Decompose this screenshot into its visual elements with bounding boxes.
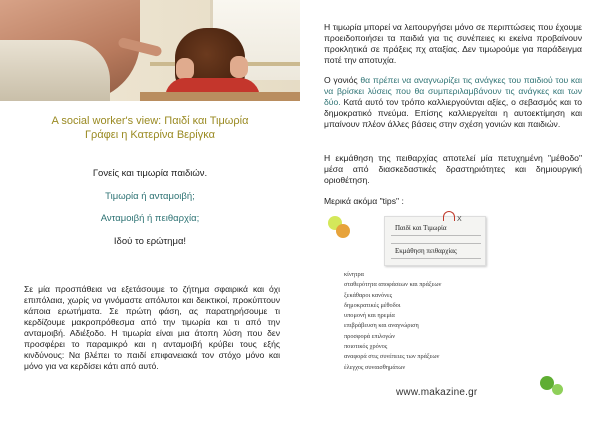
article-title (0, 114, 300, 142)
highlighted-text: θα πρέπει να αναγνωρίζει τις ανάγκες του παιδιού του και να βρίσκει λύσεις που θα συμπεριλαμβάνουν τις ανάγκες και των δύο. (324, 75, 582, 107)
paragraph-text: Ο γονιός (324, 75, 361, 85)
list-item: υπομονή και ηρεμία (344, 312, 395, 320)
list-item: αναφορά στις συνέπειες των πράξεων (344, 353, 440, 361)
intro-question: Τιμωρία ή ανταμοιβή; (105, 191, 195, 202)
list-item: επιβράβευση και αναγνώριση (344, 322, 419, 330)
leaf-icon (552, 384, 563, 395)
leaf-icon (336, 224, 350, 238)
header-photo (0, 0, 300, 101)
right-paragraph-2 (324, 75, 582, 130)
list-item: ποιοτικός χρόνος (344, 343, 388, 351)
sticky-note (384, 216, 486, 266)
title-line: A social worker's view: Παιδί και Τιμωρία (51, 115, 249, 127)
tips-list (344, 270, 441, 373)
note-title: Παιδί και Τιμωρία (395, 224, 447, 232)
list-item: έλεγχος συναισθημάτων (344, 363, 406, 371)
intro-line: Ιδού το ερώτημα! (113, 236, 187, 247)
tips-label: Μερικά ακόμα "tips" : (324, 196, 404, 206)
note-mark: X (457, 216, 462, 223)
right-paragraph-1: Η τιμωρία μπορεί να λειτουργήσει μόνο σε περιπτώσεις που έχουμε προειδοποιήσει τα παιδιά για τις συνέπειες κι εκείνα προβαίνουν προκλητικά σε πράξεις πχ αταξίας. Δεν τιμωρούμε για παράδειγμα ποτέ την αποτυχία. (324, 22, 582, 65)
paragraph-text: Κατά αυτό τον τρόπο καλλιεργούνται αξίες, ο σεβασμός και το δημοκρατικό πνεύμα. Επίσης καλλιεργείται η αυτοεκτίμηση και μπαίνουν πλέον άλλες βάσεις στην σχέση γονιών και παιδιών. (324, 97, 582, 129)
list-item: κίνητρα (344, 271, 364, 278)
intro-line: Γονείς και τιμωρία παιδιών. (92, 168, 208, 179)
list-item: ξεκάθαροι κανόνες (344, 291, 393, 299)
list-item: δημοκρατικές μέθοδοι (344, 301, 401, 309)
note-subtitle: Εκμάθηση πειθαρχίας (395, 247, 457, 255)
list-item: προσφορά επιλογών (344, 332, 396, 340)
intro-question: Ανταμοιβή ή πειθαρχία; (100, 213, 200, 224)
right-paragraph-3: Η εκμάθηση της πειθαρχίας αποτελεί μία πετυχημένη "μέθοδο" μέσα από διασκεδαστικές δραστηριότητες και δημιουργική οριοθέτηση. (324, 153, 582, 185)
left-paragraph: Σε μία προσπάθεια να εξετάσουμε το ζήτημα σφαιρικά και όχι επιπόλαια, χωρίς να γινόμαστε απόλυτοι και δεικτικοί, προκύπτουν κάποια ερωτήματα. Σε πρώτη φάση, ας παρατηρήσουμε τι κερδίζουμε μακροπρόθεσμα από την τιμωρία και τι από την ανταμοιβή. Αδιέξοδο. Η τιμωρία είναι μια άτοπη λύση που δεν προσφέρει το παραμικρό και η ανταμοιβή κρύβει τους εξής κινδύνους: Να βλέπει το παιδί επιφανειακά τον στόχο μόνο και μόνο για να κερδίσει κάτι από αυτό. (24, 284, 280, 371)
site-url: www.makazine.gr (396, 387, 478, 398)
author-line: Γράφει η Κατερίνα Βερίγκα (85, 129, 215, 141)
list-item: σταθερότητα αποφάσεων και πράξεων (344, 281, 442, 289)
paperclip-icon (443, 211, 455, 221)
